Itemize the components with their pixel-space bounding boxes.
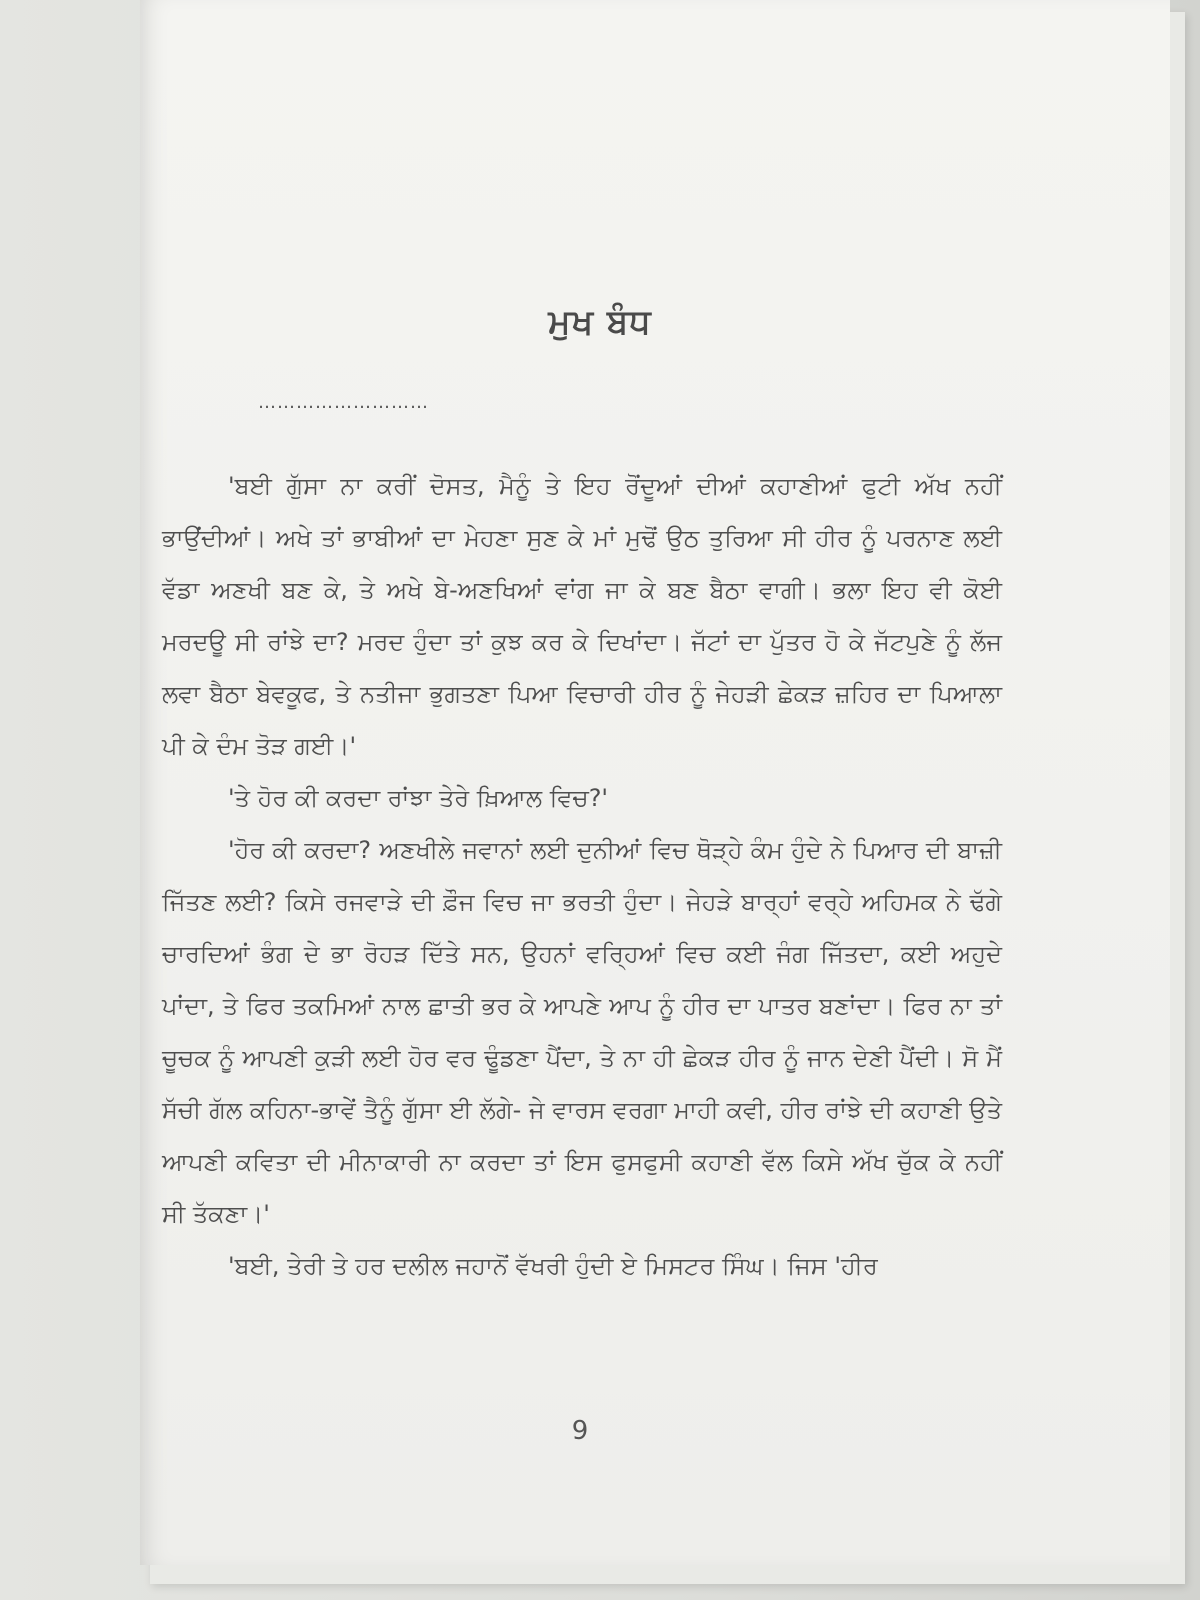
page-number: 9 <box>571 1416 589 1446</box>
paragraph-2: 'ਤੇ ਹੋਰ ਕੀ ਕਰਦਾ ਰਾਂਝਾ ਤੇਰੇ ਖ਼ਿਆਲ ਵਿਚ?' <box>228 784 609 812</box>
paragraph-4: 'ਬਈ, ਤੇਰੀ ਤੇ ਹਰ ਦਲੀਲ ਜਹਾਨੋਂ ਵੱਖਰੀ ਹੁੰਦੀ ਏ ਮਿਸਟਰ ਸਿੰਘ। ਜਿਸ 'ਹੀਰ <box>228 1252 878 1280</box>
chapter-title: ਮੁਖ ਬੰਧ <box>548 302 652 342</box>
body-text <box>162 460 1002 1292</box>
paragraph-3: 'ਹੋਰ ਕੀ ਕਰਦਾ? ਅਣਖੀਲੇ ਜਵਾਨਾਂ ਲਈ ਦੁਨੀਆਂ ਵਿਚ ਥੋੜ੍ਹੇ ਕੰਮ ਹੁੰਦੇ ਨੇ ਪਿਆਰ ਦੀ ਬਾਜ਼ੀ ਜਿੱਤਣ ਲਈ? ਕਿਸੇ ਰਜਵਾੜੇ ਦੀ ਫ਼ੌਜ ਵਿਚ ਜਾ ਭਰਤੀ ਹੁੰਦਾ। ਜੇਹੜੇ ਬਾਰ੍ਹਾਂ ਵਰ੍ਹੇ ਅਹਿਮਕ ਨੇ ਢੱਗੇ ਚਾਰਦਿਆਂ ਭੰਗ ਦੇ ਭਾ ਰੋਹੜ ਦਿੱਤੇ ਸਨ, ਉਹਨਾਂ ਵਰ੍ਹਿਆਂ ਵਿਚ ਕਈ ਜੰਗ ਜਿੱਤਦਾ, ਕਈ ਅਹੁਦੇ ਪਾਂਦਾ, ਤੇ ਫਿਰ ਤਕਮਿਆਂ ਨਾਲ ਛਾਤੀ ਭਰ ਕੇ ਆਪਣੇ ਆਪ ਨੂੰ ਹੀਰ ਦਾ ਪਾਤਰ ਬਣਾਂਦਾ। ਫਿਰ ਨਾ ਤਾਂ ਚੂਚਕ ਨੂੰ ਆਪਣੀ ਕੁੜੀ ਲਈ ਹੋਰ ਵਰ ਢੂੰਡਣਾ ਪੈਂਦਾ, ਤੇ ਨਾ ਹੀ ਛੇਕੜ ਹੀਰ ਨੂੰ ਜਾਨ ਦੇਣੀ ਪੈਂਦੀ। ਸੋ ਮੈਂ ਸੱਚੀ ਗੱਲ ਕਹਿਨਾ-ਭਾਵੇਂ ਤੈਨੂੰ ਗੁੱਸਾ ਈ ਲੱਗੇ- ਜੇ ਵਾਰਸ ਵਰਗਾ ਮਾਹੀ ਕਵੀ, ਹੀਰ ਰਾਂਝੇ ਦੀ ਕਹਾਣੀ ਉਤੇ ਆਪਣੀ ਕਵਿਤਾ ਦੀ ਮੀਨਾਕਾਰੀ ਨਾ ਕਰਦਾ ਤਾਂ ਇਸ ਫੁਸਫੁਸੀ ਕਹਾਣੀ ਵੱਲ ਕਿਸੇ ਅੱਖ ਚੁੱਕ ਕੇ ਨਹੀਂ ਸੀ ਤੱਕਣਾ।' <box>162 836 1002 1228</box>
paragraph-1: 'ਬਈ ਗੁੱਸਾ ਨਾ ਕਰੀਂ ਦੋਸਤ, ਮੈਨੂੰ ਤੇ ਇਹ ਰੋਂਦੂਆਂ ਦੀਆਂ ਕਹਾਣੀਆਂ ਫੁਟੀ ਅੱਖ ਨਹੀਂ ਭਾਉਂਦੀਆਂ। ਅਖੇ ਤਾਂ ਭਾਬੀਆਂ ਦਾ ਮੇਹਣਾ ਸੁਣ ਕੇ ਮਾਂ ਮੁਢੋਂ ਉਠ ਤੁਰਿਆ ਸੀ ਹੀਰ ਨੂੰ ਪਰਨਾਣ ਲਈ ਵੱਡਾ ਅਣਖੀ ਬਣ ਕੇ, ਤੇ ਅਖੇ ਬੇ-ਅਣਖਿਆਂ ਵਾਂਗ ਜਾ ਕੇ ਬਣ ਬੈਠਾ ਵਾਗੀ। ਭਲਾ ਇਹ ਵੀ ਕੋਈ ਮਰਦਊ ਸੀ ਰਾਂਝੇ ਦਾ? ਮਰਦ ਹੁੰਦਾ ਤਾਂ ਕੁਝ ਕਰ ਕੇ ਦਿਖਾਂਦਾ। ਜੱਟਾਂ ਦਾ ਪੁੱਤਰ ਹੋ ਕੇ ਜੱਟਪੁਣੇ ਨੂੰ ਲੱਜ ਲਵਾ ਬੈਠਾ ਬੇਵਕੂਫ, ਤੇ ਨਤੀਜਾ ਭੁਗਤਣਾ ਪਿਆ ਵਿਚਾਰੀ ਹੀਰ ਨੂੰ ਜੇਹੜੀ ਛੇਕੜ ਜ਼ਹਿਰ ਦਾ ਪਿਆਲਾ ਪੀ ਕੇ ਦੰਮ ਤੋੜ ਗਈ।' <box>162 472 1002 760</box>
lead-ellipsis: ……………………… <box>258 392 429 413</box>
